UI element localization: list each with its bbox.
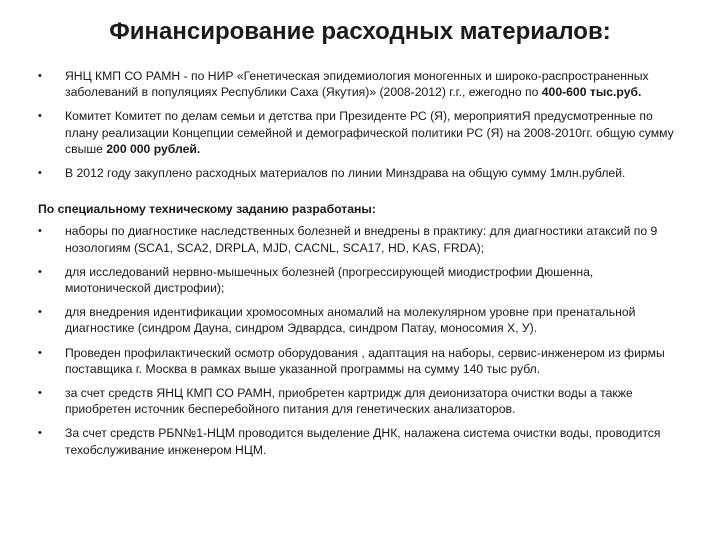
bullet-amount: 400-600 тыс.руб. xyxy=(541,85,642,100)
list-item: • для внедрения идентификации хромосомных аномалий на молекулярном уровне при пренатальной диагностике (синдром Дауна, синдром Эдвардса, синдром Патау, моносомия Х, У). xyxy=(38,304,678,336)
slide-content xyxy=(38,68,678,466)
funding-list xyxy=(38,68,678,181)
list-item: • за счет средств ЯНЦ КМП СО РАМН, приобретен картридж для деионизатора очистки воды а также приобретен источник бесперебойного питания для генетических анализаторов. xyxy=(38,385,678,417)
list-item xyxy=(38,108,678,157)
bullet-text: Комитет Комитет по делам семьи и детства при Президенте РС (Я), мероприятиЯ предусмотренные по плану реализации Концепции семейной и демографической политики РС (Я) на 2008-2010гг. общую сумму свыше xyxy=(65,109,674,156)
list-item xyxy=(38,68,678,100)
bullet-amount: 200 000 рублей. xyxy=(106,141,201,156)
list-item: • За счет средств РБN№1-НЦМ проводится выделение ДНК, налажена система очистки воды, проводится техобслуживание инженером НЦМ. xyxy=(38,425,678,457)
list-item: • Проведен профилактический осмотр оборудования , адаптация на наборы, сервис-инженером из фирмы поставщика г. Москва в рамках выше указанной программы на сумму 140 тыс рубл. xyxy=(38,345,678,377)
slide-title: Финансирование расходных материалов: xyxy=(109,18,611,45)
list-item: • для исследований нервно-мышечных болезней (прогрессирующей миодистрофии Дюшенна, миотонической дистрофии); xyxy=(38,264,678,296)
developments-list xyxy=(38,223,678,457)
list-item xyxy=(38,165,678,181)
bullet-text: ЯНЦ КМП СО РАМН - по НИР «Генетическая эпидемиология моногенных и широко-распространенных заболеваний в популяциях Республики Саха (Якутия)» (2008-2012) г.г., ежегодно по xyxy=(65,69,649,100)
bullet-text: В 2012 году закуплено расходных материалов по линии Минздрава на общую сумму 1млн.рублей. xyxy=(65,166,626,181)
list-item: • наборы по диагностике наследственных болезней и внедрены в практику: для диагностики атаксий по 9 нозологиям (SCA1, SCA2, DRPLA, MJD, CACNL, SCA17, HD, KAS, FRDA); xyxy=(38,223,678,255)
section-heading: По специальному техническому заданию разработаны: xyxy=(38,202,376,217)
